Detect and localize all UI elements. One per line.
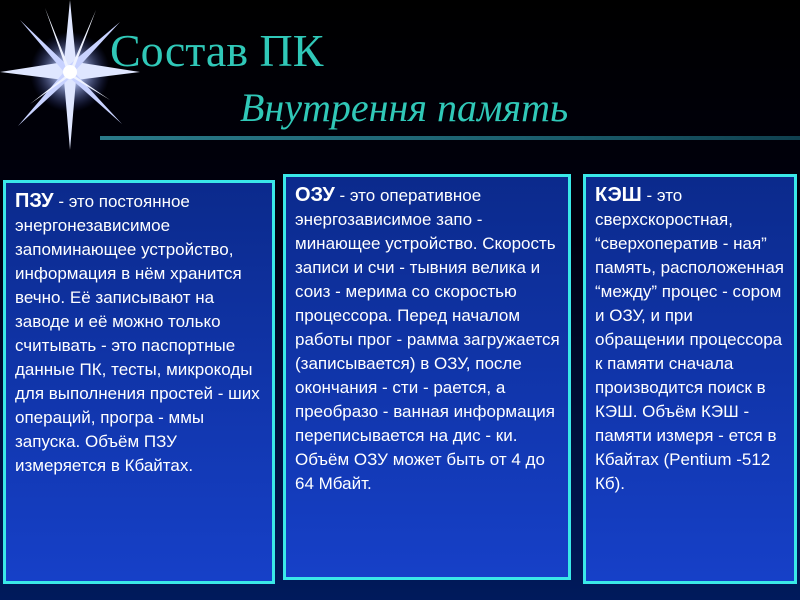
slide-subtitle: Внутрення память [240,85,569,130]
ram-term: ОЗУ [295,184,335,206]
ram-description-text: - это оперативное энергозависимое запо - минающее устройство. Скорость записи и счи - тывния велика и соиз - мерима со скоростью процессора. Перед началом работы прог - рамма загружается (записывается) в ОЗУ, после окончания - сти - рается, а преобразо - ванная информация переписывается на дис - ки. Объём ОЗУ может быть от 4 до 64 Мбайт. [295,186,560,493]
rom-description-box [3,180,275,584]
title-underline [100,136,800,140]
rom-term: ПЗУ [15,190,54,212]
slide-title: Состав ПК [110,25,324,76]
ram-description-box [283,174,571,580]
cache-term: КЭШ [595,184,642,206]
cache-description-box [583,174,797,584]
rom-description-text: - это постоянное энергонезависимое запоминающее устройство, информация в нём хранится вечно. Её записывают на заводе и её можно только считывать - это паспортные данные ПК, тесты, микрокоды для выполнения простей - ших операций, програ - ммы запуска. Объём ПЗУ измеряется в Кбайтах. [15,192,260,475]
cache-description-text: - это сверхскоростная, “сверхоператив - ная” память, расположенная “между” процес - сором и ОЗУ, и при обращении процессора к памяти сначала производится поиск в КЭШ. Объём КЭШ - памяти измеря - ется в Кбайтах (Pentium -512 Кб). [595,186,784,493]
